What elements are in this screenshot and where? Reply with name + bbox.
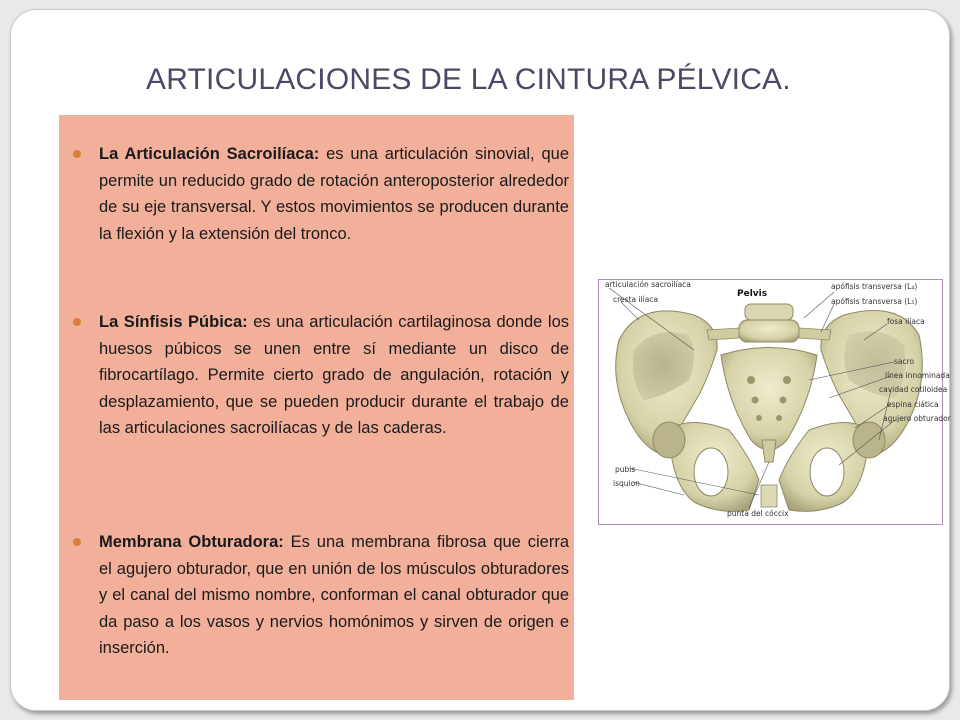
bullet-body: es una articulación cartilaginosa donde los huesos púbicos se unen entre sí mediante un disco de fibrocartílago. Permite cierto grado de angulación, rotación y desplazamiento, que se pueden producir durante el trabajo de las articulaciones sacroilíacas y de las caderas. [99, 313, 569, 437]
figure-title: Pelvis [737, 289, 768, 299]
label-isquion: isquion [613, 479, 640, 488]
label-fosa-iliaca: fosa ilíaca [887, 317, 925, 326]
label-espina-ciatica: espina ciática [887, 400, 939, 409]
bullet-dot-icon [73, 318, 81, 326]
slide [10, 9, 950, 711]
label-agujero-obturador: agujero obturador [883, 414, 951, 423]
label-pubis: pubis [615, 465, 636, 474]
text-panel [59, 115, 574, 700]
bullet-sacroiliaca [73, 141, 569, 247]
bullet-sinfisis [73, 309, 569, 442]
bullet-body: Es una membrana fibrosa que cierra el agujero obturador, que en unión de los músculos obturadores y el canal del mismo nombre, conforman el canal obturador que da paso a los vasos y nervios homónimos y sirven de origen e inserción. [99, 533, 569, 657]
label-articulacion-sacroiliaca: articulación sacroilíaca [605, 280, 691, 289]
label-linea-innominada: línea innominada [885, 371, 950, 380]
bullet-body: es una articulación sinovial, que permite un reducido grado de rotación anteroposterior alrededor de su eje transversal. Y estos movimientos se producen durante la flexión y la extensión del tronco. [99, 145, 569, 243]
bullet-text [99, 529, 569, 662]
label-apofisis-l4: apófisis transversa (L₄) [831, 282, 918, 291]
pelvis-figure [599, 280, 951, 524]
label-cavidad-cotiloidea: cavidad cotiloidea [879, 385, 948, 394]
bullet-term: Membrana Obturadora: [99, 533, 284, 551]
bullet-text [99, 141, 569, 247]
pelvis-illustration [598, 279, 951, 525]
bullet-text [99, 309, 569, 442]
bullet-dot-icon [73, 150, 81, 158]
bullet-membrana [73, 529, 569, 662]
label-apofisis-l5: apófisis transversa (L₅) [831, 297, 918, 306]
bullet-term: La Sínfisis Púbica: [99, 313, 248, 331]
label-cresta-iliaca: cresta ilíaca [613, 295, 659, 304]
slide-title: ARTICULACIONES DE LA CINTURA PÉLVICA. [146, 63, 791, 96]
bullet-term: La Articulación Sacroilíaca: [99, 145, 320, 163]
bullet-dot-icon [73, 538, 81, 546]
label-sacro: sacro [894, 357, 915, 366]
label-punta-coccix: punta del cóccix [727, 509, 789, 518]
